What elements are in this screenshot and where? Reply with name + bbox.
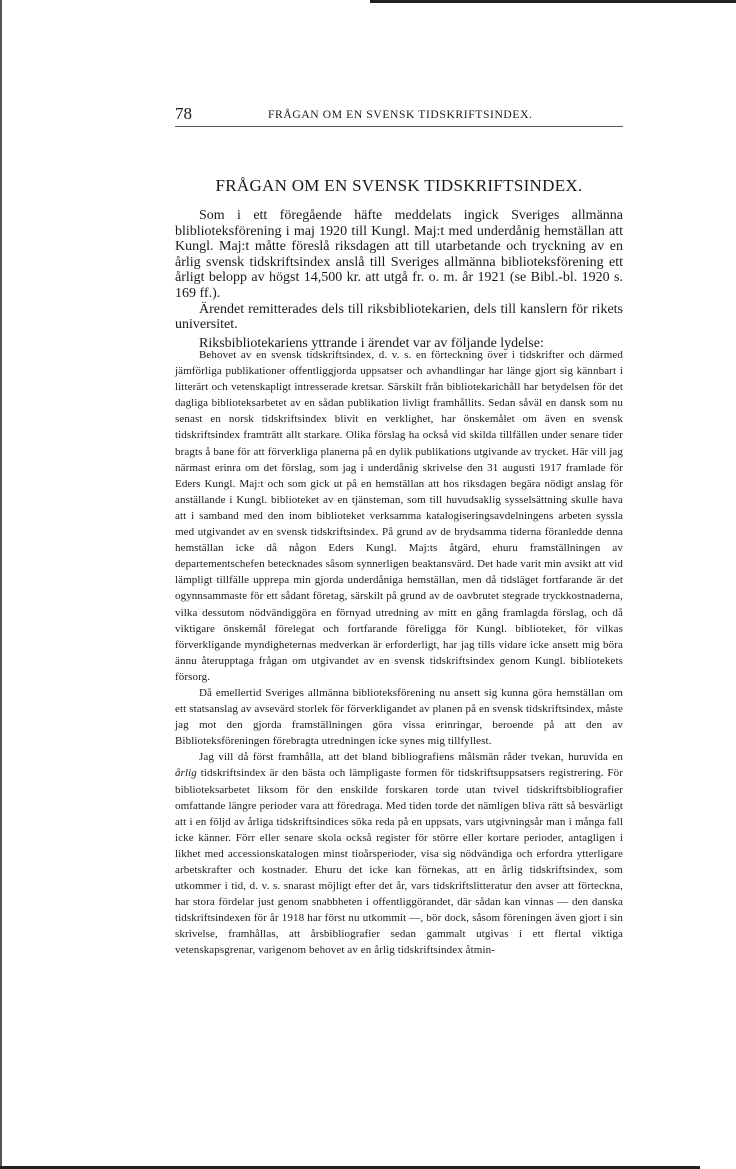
quoted-paragraph [175,749,623,958]
running-header [175,104,623,127]
quoted-statement [175,347,623,959]
quoted-paragraph: Behovet av en svensk tidskriftsindex, d. v. s. en förteckning över i tidskrifter och därmed jämförliga publikationer offentliggjorda uppsatser och avhandlingar har länge gjort sig kännbart i litterärt och vetenskapligt intresserade kretsar. Särskilt från bibliotekarichåll har betydelsen för det dagliga biblioteksarbetet av en sådan publikation livligt framhållits. Sedan såväl en dansk som nu senast en norsk tidskriftsindex blivit en verklighet, har önskemålet om även en svensk tidskriftsindex framträtt allt starkare. Olika förslag ha också vid skilda tillfällen under senare tider bragts å bane för att förverkliga planerna på en dylik publikations utgivande av trycket. Här vill jag närmast erinra om det förslag, som jag i underdånig skrivelse den 31 augusti 1917 framlade för Eders Kungl. Maj:t och som gick ut på en hemställan att hos riksdagen begära nödigt anslag för anställande i Kungl. biblioteket av en tjänsteman, som till huvudsaklig sysselsättning skulle hava att i samband med den inom biblioteket verksamma katalogiseringsavdelningens arbeten syssla med utgivandet av en svensk tidskriftsindex. På grund av de brydsamma tiderna föranledde denna hemställan icke då någon Eders Kungl. Maj:ts åtgärd, ehuru framställningen av departementschefen betecknades såsom synnerligen beaktansvärd. Det hade varit min avsikt att vid lämpligt tillfälle upprepa min gjorda underdåniga hemställan, men då tidsläget fortfarande är det ogynnsammaste för ett sådant företag, särskilt på grund av de oavbrutet stegrade tryckkostnaderna, vilka dessutom nödvändiggöra en förnyad utredning av mitt en gång framlagda förslag, och då viktigare önskemål förelegat och fortfarande föreligga för Kungl. biblioteket, för vilkas förverkligande myndigheternas medverkan är erforderligt, har jag tills vidare icke ansett mig böra ännu återupptaga frågan om utgivandet av en svensk tidskriftsindex genom Kungl. bibliotekets försorg. [175,349,623,683]
scan-edge-left [0,0,2,1169]
scan-edge-top [370,0,736,3]
quoted-paragraph: Då emellertid Sveriges allmänna biblioteksförening nu ansett sig kunna göra hemställan om ett statsanslag av avsevärd storlek för förverkligandet av planen på en svensk tidskriftsindex, måste jag mot den gjorda framställningen göra vissa erinringar, beroende på att den av Biblioteksföreningen förebragta utredningen icke synes mig tillfyllest. [175,686,623,748]
text-run: Jag vill då först framhålla, att det bland bibliografiens målsmän råder tvekan, huruvida en [199,751,623,764]
intro-paragraph: Som i ett föregående häfte meddelats ingick Sveriges allmänna bliblioteksförening i maj 1920 till Kungl. Maj:t med underdånig hemställan att Kungl. Maj:t måtte föreslå riksdagen att till utarbetande och tryckning av en årlig svensk tidskriftsindex anslå till Sveriges allmänna biblioteksförening ett årligt belopp av högst 14,500 kr. att utgå fr. o. m. år 1921 (se Bibl.-bl. 1920 s. 169 ff.). [175,208,623,301]
intro-paragraph: Ärendet remitterades dels till riksbibliotekarien, dels till kanslern för rikets universitet. [175,301,623,333]
article-intro [175,208,623,351]
text-run: tidskriftsindex är den bästa och lämpligaste formen för tidskriftsuppsatsers registrering. För biblioteksarbetet liksom för den enskilde forskaren torde utan tvivel tidskriftsbibliografier omfattande längre perioder vara att föredraga. Med tiden torde det nämligen bliva rätt så besvärligt att i en följd av årliga tidskriftsindices söka reda på en uppsats, vars utgivningsår man i många fall icke känner. Förr eller senare skola också register för större eller kortare perioder, antagligen i likhet med accessionskatalogen minst tioårsperioder, visa sig nödvändiga och erfordra ytterligare arbetskrafter och kostnader. Ehuru det icke kan förnekas, att en årlig tidskriftsindex, som utkommer i tid, d. v. s. snarast möjligt efter det år, vars tidskriftslitteratur den avser att förteckna, har stora fördelar just genom snabbheten i offentliggörandet, där sådan kan vinnas — den danska tidskriftsindexen för år 1918 har först nu utkommit —, bör dock, såsom föreningen även gjort i sin skrivelse, framhållas, att årsbibliografier sedan gammalt utgivas i ett flertal viktiga vetenskapsgrenar, varigenom behovet av en årlig tidskriftsindex åtmin- [175,767,623,957]
lead-in-sentence: Riksbibliotekariens yttrande i ärendet var av följande lydelse: [199,335,544,351]
page-number: 78 [175,104,192,123]
article-title: FRÅGAN OM EN SVENSK TIDSKRIFTSINDEX. [215,176,583,195]
emphasized-word: årlig [175,767,197,780]
running-title: FRÅGAN OM EN SVENSK TIDSKRIFTSINDEX. [268,108,533,121]
